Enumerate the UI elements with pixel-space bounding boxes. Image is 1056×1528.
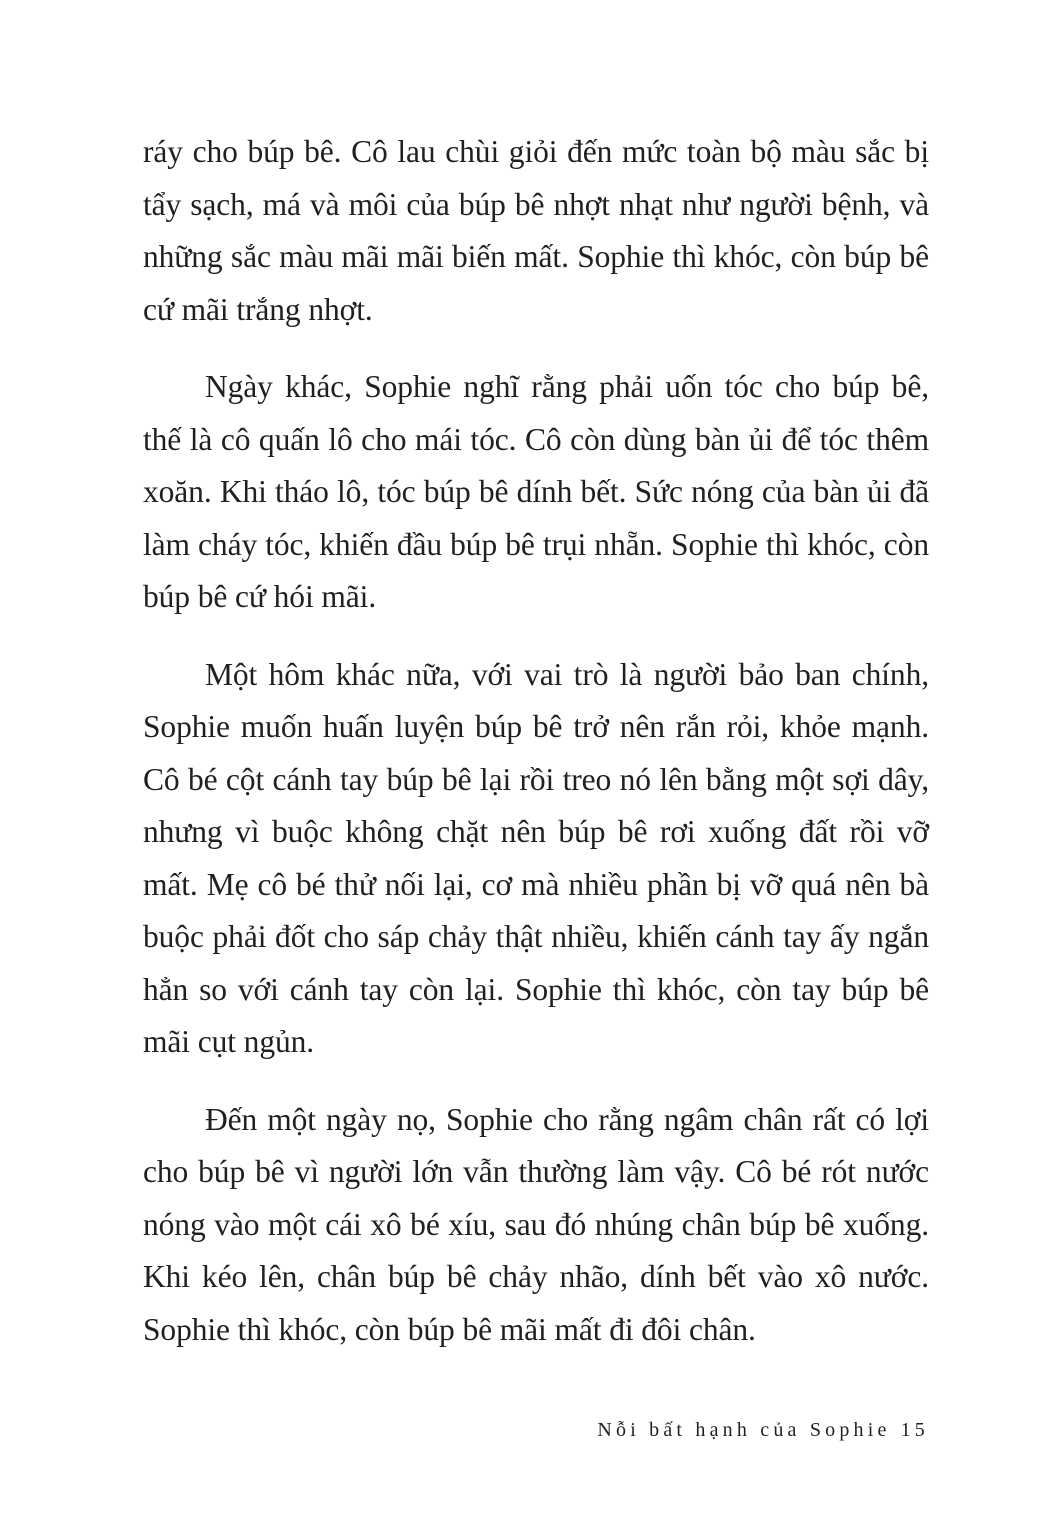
page-number: 15 xyxy=(900,1419,929,1441)
page-body xyxy=(143,126,929,1381)
paragraph-curling-hair: Ngày khác, Sophie nghĩ rằng phải uốn tóc cho búp bê, thế là cô quấn lô cho mái tóc. Cô còn dùng bàn ủi để tóc thêm xoăn. Khi tháo lô, tóc búp bê dính bết. Sức nóng của bàn ủi đã làm cháy tóc, khiến đầu búp bê trụi nhẵn. Sophie thì khóc, còn búp bê cứ hói mãi. xyxy=(143,369,929,614)
paragraph-soaking-feet: Đến một ngày nọ, Sophie cho rằng ngâm chân rất có lợi cho búp bê vì người lớn vẫn thường làm vậy. Cô bé rót nước nóng vào một cái xô bé xíu, sau đó nhúng chân búp bê xuống. Khi kéo lên, chân búp bê chảy nhão, dính bết vào xô nước. Sophie thì khóc, còn búp bê mãi mất đi đôi chân. xyxy=(143,1101,929,1347)
paragraph-continued: ráy cho búp bê. Cô lau chùi giỏi đến mức toàn bộ màu sắc bị tẩy sạch, má và môi của búp bê nhợt nhạt như người bệnh, và những sắc màu mãi mãi biến mất. Sophie thì khóc, còn búp bê cứ mãi trắng nhợt. xyxy=(143,134,929,327)
paragraph-training-arm: Một hôm khác nữa, với vai trò là người bảo ban chính, Sophie muốn huấn luyện búp bê trở nên rắn rỏi, khỏe mạnh. Cô bé cột cánh tay búp bê lại rồi treo nó lên bằng một sợi dây, nhưng vì buộc không chặt nên búp bê rơi xuống đất rồi vỡ mất. Mẹ cô bé thử nối lại, cơ mà nhiều phần bị vỡ quá nên bà buộc phải đốt cho sáp chảy thật nhiều, khiến cánh tay ấy ngắn hẳn so với cánh tay còn lại. Sophie thì khóc, còn tay búp bê mãi cụt ngủn. xyxy=(143,656,929,1059)
page-footer xyxy=(597,1419,929,1442)
running-title: Nỗi bất hạnh của Sophie xyxy=(597,1419,891,1441)
